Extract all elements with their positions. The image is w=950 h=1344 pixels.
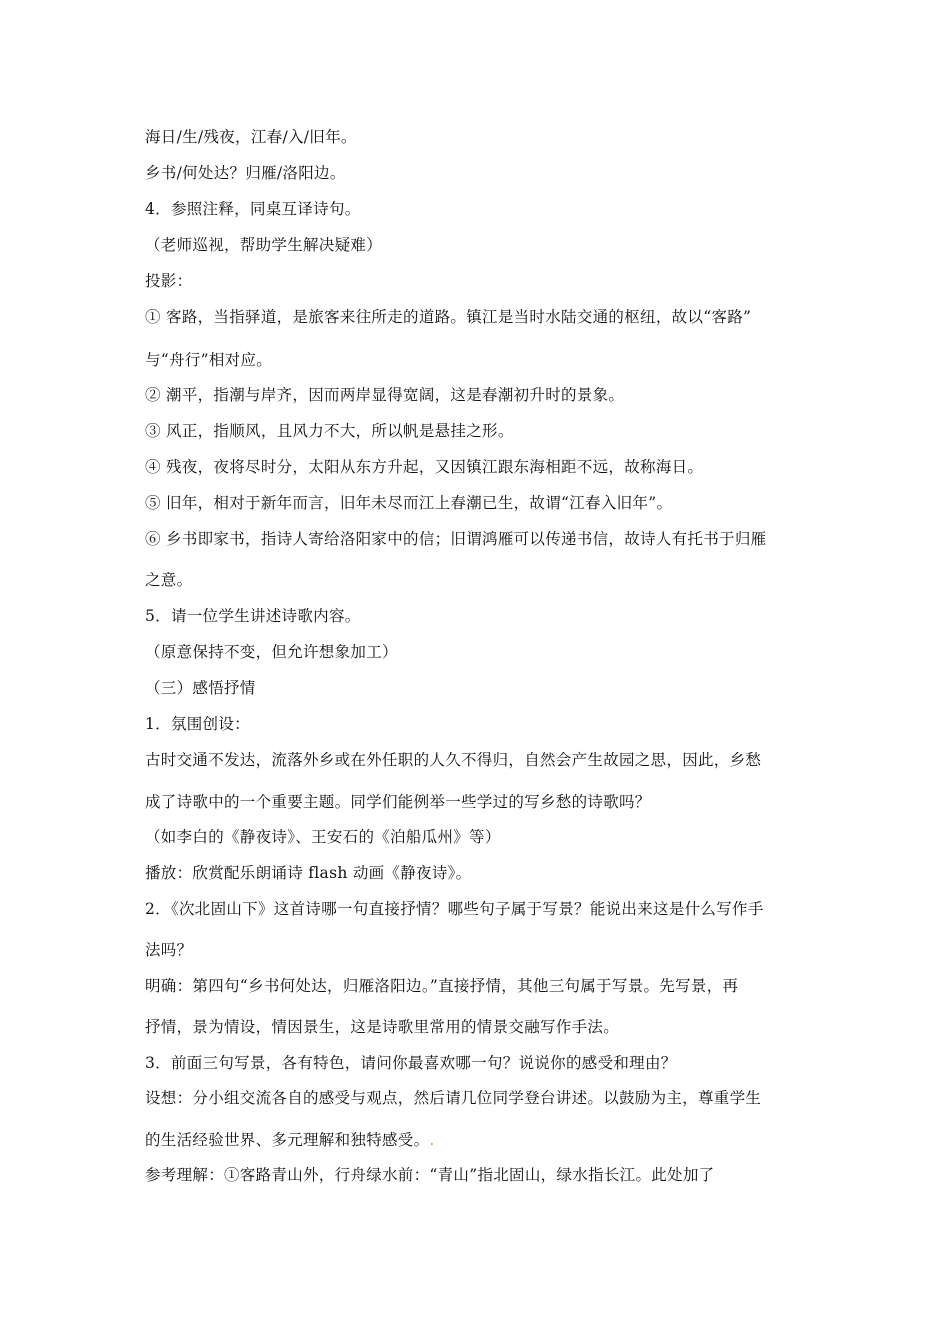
text-line: 3．前面三句写景，各有特色，请问你最喜欢哪一句？说说你的感受和理由？	[145, 1054, 677, 1072]
text-line: ① 客路，当指驿道，是旅客来往所走的道路。镇江是当时水陆交通的枢纽，故以“客路”	[145, 308, 752, 326]
text-line: 乡书/何处达？归雁/洛阳边。	[145, 164, 346, 182]
text-line: ④ 残夜，夜将尽时分，太阳从东方升起，又因镇江跟东海相距不远，故称海日。	[145, 458, 704, 476]
dot-mark: .	[429, 1131, 435, 1149]
text-line: （三）感悟抒情	[145, 679, 256, 697]
text-line: ⑤ 旧年，相对于新年而言，旧年未尽而江上春潮已生，故谓“江春入旧年”。	[145, 494, 673, 512]
text-line: 与“舟行”相对应。	[145, 351, 273, 369]
text-line: 法吗？	[145, 941, 193, 959]
text-line	[145, 1130, 810, 1150]
text-line: 4．参照注释，同桌互译诗句。	[145, 200, 361, 218]
text-line: （原意保持不变，但允许想象加工）	[145, 643, 398, 661]
text-line: 明确：第四句“乡书何处达，归雁洛阳边。”直接抒情，其他三句属于写景。先写景，再	[145, 977, 739, 995]
text-line: 之意。	[145, 571, 193, 589]
text-line: ② 潮平，指潮与岸齐，因而两岸显得宽阔，这是春潮初升时的景象。	[145, 386, 625, 404]
text-line: 海日/生/残夜，江春/入/旧年。	[145, 128, 357, 146]
text-line: 2．《次北固山下》这首诗哪一句直接抒情？哪些句子属于写景？能说出来这是什么写作手	[145, 900, 764, 918]
text-line: 1．氛围创设：	[145, 715, 250, 733]
text-line: ③ 风正，指顺风，且风力不大，所以帆是悬挂之形。	[145, 422, 514, 440]
text-line: 参考理解：①客路青山外，行舟绿水前：“青山”指北固山，绿水指长江。此处加了	[145, 1166, 715, 1184]
text-line-content: 的生活经验世界、多元理解和独特感受。	[145, 1131, 430, 1149]
text-line: ⑥ 乡书即家书，指诗人寄给洛阳家中的信；旧谓鸿雁可以传递书信，故诗人有托书于归雁	[145, 530, 767, 548]
text-line: 设想：分小组交流各自的感受与观点，然后请几位同学登台讲述。以鼓励为主，尊重学生	[145, 1089, 762, 1107]
text-line: 5．请一位学生讲述诗歌内容。	[145, 607, 361, 625]
text-line: 抒情，景为情设，情因景生，这是诗歌里常用的情景交融写作手法。	[145, 1018, 620, 1036]
text-line: （老师巡视，帮助学生解决疑难）	[145, 236, 383, 254]
text-line: 成了诗歌中的一个重要主题。同学们能例举一些学过的写乡愁的诗歌吗？	[145, 793, 651, 811]
text-line: 投影：	[145, 272, 193, 290]
text-line: 古时交通不发达，流落外乡或在外任职的人久不得归，自然会产生故园之思，因此，乡愁	[145, 751, 762, 769]
text-line: 播放：欣赏配乐朗诵诗 flash 动画《静夜诗》。	[145, 864, 472, 882]
text-line: （如李白的《静夜诗》、王安石的《泊船瓜州》等）	[145, 828, 501, 846]
